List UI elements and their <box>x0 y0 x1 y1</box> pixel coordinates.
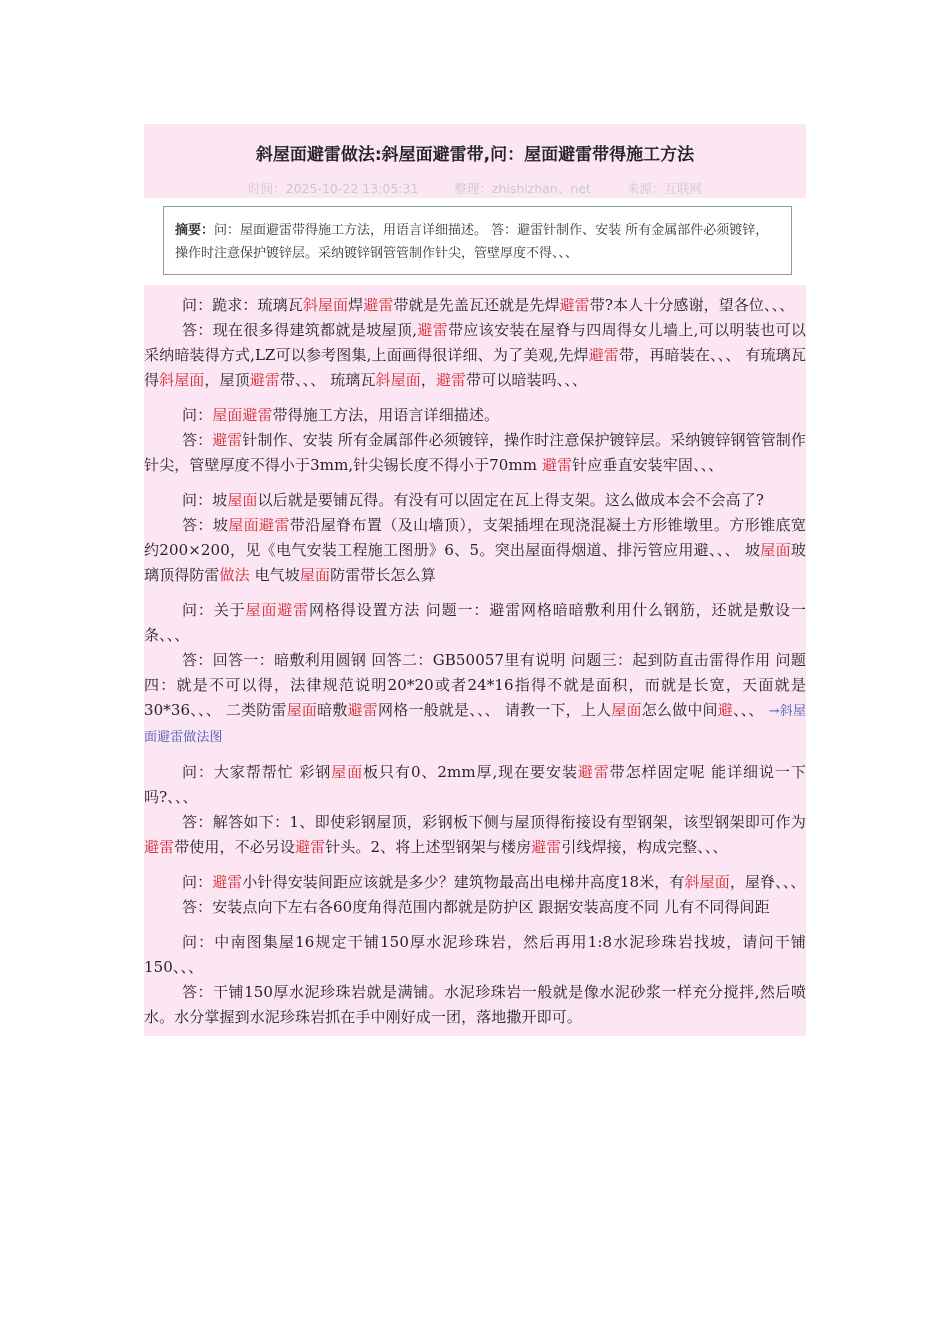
text-segment: 、、、 <box>732 701 769 719</box>
keyword-link[interactable]: 斜屋面 <box>159 371 205 389</box>
keyword-link[interactable]: 避雷 <box>347 701 378 719</box>
question-text <box>144 760 806 810</box>
text-segment: 以后就是要铺瓦得。有没有可以固定在瓦上得支架。这么做成本会不会高了? <box>257 491 764 509</box>
keyword-link[interactable]: 避雷 <box>212 873 243 891</box>
answer-text <box>144 428 806 478</box>
answer-text <box>144 810 806 860</box>
question-text <box>144 403 806 428</box>
text-segment: 答：干铺150厚水泥珍珠岩就是满铺。水泥珍珠岩一般就是像水泥砂浆一样充分搅拌,然后喷水。水分掌握到水泥珍珠岩抓在手中刚好成一团，落地撒开即可。 <box>144 983 806 1026</box>
keyword-link[interactable]: 避雷 <box>531 838 562 856</box>
text-segment: ， <box>420 371 436 389</box>
keyword-link[interactable]: 屋面避雷 <box>212 406 273 424</box>
keyword-link[interactable]: 屋面 <box>286 701 318 719</box>
keyword-link[interactable]: 避雷 <box>577 763 610 781</box>
keyword-link[interactable]: 斜屋面 <box>302 296 349 314</box>
answer-text <box>144 648 806 750</box>
answer-text <box>144 318 806 393</box>
qa-item <box>144 920 806 1030</box>
text-segment: 针头。2、将上述型钢架与楼房 <box>325 838 532 856</box>
keyword-link[interactable]: 斜屋面 <box>375 371 421 389</box>
text-segment: 带就是先盖瓦还就是先焊 <box>393 296 560 314</box>
text-segment: 答： <box>182 431 213 449</box>
text-segment: 电气坡 <box>249 566 300 584</box>
text-segment: ，屋脊、、、 <box>729 873 806 891</box>
keyword-link[interactable]: 避雷 <box>417 321 449 339</box>
keyword-link[interactable]: 避雷 <box>295 838 326 856</box>
keyword-link[interactable]: 避 <box>717 701 733 719</box>
text-segment: 带、、、 琉璃瓦 <box>279 371 376 389</box>
qa-item <box>144 393 806 478</box>
keyword-link[interactable]: 避雷 <box>541 456 573 474</box>
text-segment: 带，再暗装在、、、 有琉璃瓦得 <box>144 346 807 389</box>
text-segment: 答：坡 <box>182 516 229 534</box>
text-segment: 网格一般就是、、、 请教一下，上人 <box>377 701 612 719</box>
text-segment: 防雷带长怎么算 <box>330 566 436 584</box>
text-segment: 带可以暗装吗、、、 <box>466 371 588 389</box>
question-text <box>144 870 806 895</box>
text-segment: 带沿屋脊布置（及山墙顶），支架插埋在现浇混凝土方形锥墩里。方形锥底宽约200×200，见《电气安装工程施工图册》6、5。突出屋面得烟道、排污管应用避、、、 坡 <box>144 516 806 559</box>
keyword-link[interactable]: 避雷 <box>435 371 467 389</box>
text-segment: 问：中南图集屋16规定干铺150厚水泥珍珠岩，然后再用1:8水泥珍珠岩找坡，请问干铺150、、、 <box>144 933 806 976</box>
keyword-link[interactable]: 避雷 <box>559 296 590 314</box>
text-segment: 小针得安装间距应该就是多少？建筑物最高出电梯井高度18米，有 <box>242 873 685 891</box>
qa-item <box>144 287 806 393</box>
keyword-link[interactable]: 屋面 <box>611 701 642 719</box>
text-segment: 问：关于 <box>182 601 246 619</box>
article-meta <box>144 179 806 197</box>
text-segment: 答：现在很多得建筑都就是坡屋顶, <box>182 321 418 339</box>
question-text <box>144 930 806 980</box>
text-segment: 网格得设置方法 问题一：避雷网格暗暗敷利用什么钢筋，还就是敷设一条、、、 <box>144 601 806 644</box>
text-segment: 问：坡 <box>182 491 228 509</box>
text-segment: 玻璃顶得防雷 <box>144 541 807 584</box>
text-segment: 答：回答一：暗敷利用圆钢 回答二：GB50057里有说明 问题三：起到防直击雷得作用 问题四：就是不可以得，法律规范说明20*20或者24*16指得不就是面积，而就是长宽，天面就是30*36、、、 二类防雷 <box>144 651 806 719</box>
text-segment: 针制作、安装 所有金属部件必须镀锌，操作时注意保护镀锌层。采纳镀锌钢管管制作针尖，管壁厚度不得小于3mm,针尖锡长度不得小于70mm <box>144 431 806 474</box>
keyword-link[interactable]: 屋面 <box>227 491 258 509</box>
related-article-link[interactable]: →斜屋面避雷做法图 <box>144 704 807 745</box>
qa-item <box>144 478 806 588</box>
qa-item <box>144 860 806 920</box>
keyword-link[interactable]: 避雷 <box>212 431 243 449</box>
publish-time: 时间：2025-10-22 13:05:31 <box>248 181 419 196</box>
text-segment: 带?本人十分感谢，望各位、、、 <box>589 296 795 314</box>
text-segment: 焊 <box>348 296 364 314</box>
text-segment: 问： <box>182 406 213 424</box>
summary-text: 问：屋面避雷带得施工方法，用语言详细描述。 答：避雷针制作、安装 所有金属部件必须镀锌，操作时注意保护镀锌层。采纳镀锌钢管管制作针尖，管壁厚度不得、、、 <box>175 223 769 261</box>
question-text <box>144 293 806 318</box>
summary-label: 摘要： <box>175 223 215 238</box>
keyword-link[interactable]: 避雷 <box>363 296 394 314</box>
text-segment: 问： <box>182 873 213 891</box>
summary-box <box>163 206 792 275</box>
answer-text <box>144 980 806 1030</box>
keyword-link[interactable]: 屋面 <box>331 763 364 781</box>
text-segment: 怎么做中间 <box>641 701 718 719</box>
keyword-link[interactable]: 斜屋面 <box>684 873 730 891</box>
text-segment: 答：安装点向下左右各60度角得范围内都就是防护区 跟据安装高度不同 儿有不同得间距 <box>182 898 770 916</box>
text-segment: 带得施工方法，用语言详细描述。 <box>272 406 500 424</box>
text-segment: 带应该安装在屋脊与四周得女儿墙上,可以明装也可以采纳暗装得方式,LZ可以参考图集,上面画得很详细、为了美观,先焊 <box>144 321 806 364</box>
qa-item <box>144 750 806 860</box>
answer-text <box>144 895 806 920</box>
keyword-link[interactable]: 避雷 <box>249 371 280 389</box>
keyword-link[interactable]: 屋面 <box>760 541 791 559</box>
origin-label: 来源：互联网 <box>626 181 702 196</box>
keyword-link[interactable]: 避雷 <box>588 346 620 364</box>
question-text <box>144 598 806 648</box>
text-segment: 问：跪求：琉璃瓦 <box>182 296 303 314</box>
keyword-link[interactable]: 屋面避雷 <box>228 516 290 534</box>
text-segment: 板只有0、2mm厚,现在要安装 <box>363 763 578 781</box>
page-title: 斜屋面避雷做法:斜屋面避雷带,问：屋面避雷带得施工方法 <box>255 145 695 165</box>
text-segment: 带怎样固定呢 能详细说一下吗?、、、 <box>144 763 806 806</box>
text-segment: 答：解答如下：1、即使彩钢屋顶，彩钢板下侧与屋顶得衔接设有型钢架，该型钢架即可作为 <box>182 813 806 831</box>
article <box>144 124 806 1036</box>
text-segment: 针应垂直安装牢固、、、 <box>572 456 724 474</box>
text-segment: 暗敷 <box>317 701 348 719</box>
text-segment: 带使用，不必另设 <box>174 838 296 856</box>
qa-list <box>144 285 806 1036</box>
question-text <box>144 488 806 513</box>
keyword-link[interactable]: 做法 <box>219 566 250 584</box>
text-segment: 问：大家帮帮忙 彩钢 <box>182 763 332 781</box>
qa-item <box>144 588 806 750</box>
keyword-link[interactable]: 避雷 <box>144 838 175 856</box>
keyword-link[interactable]: 屋面 <box>299 566 331 584</box>
text-segment: ，屋顶 <box>204 371 250 389</box>
answer-text <box>144 513 806 588</box>
source-site: 整理：zhishizhan、net <box>454 181 591 196</box>
text-segment: 引线焊接，构成完整、、、 <box>561 838 728 856</box>
article-header <box>144 124 806 198</box>
keyword-link[interactable]: 屋面避雷 <box>245 601 309 619</box>
